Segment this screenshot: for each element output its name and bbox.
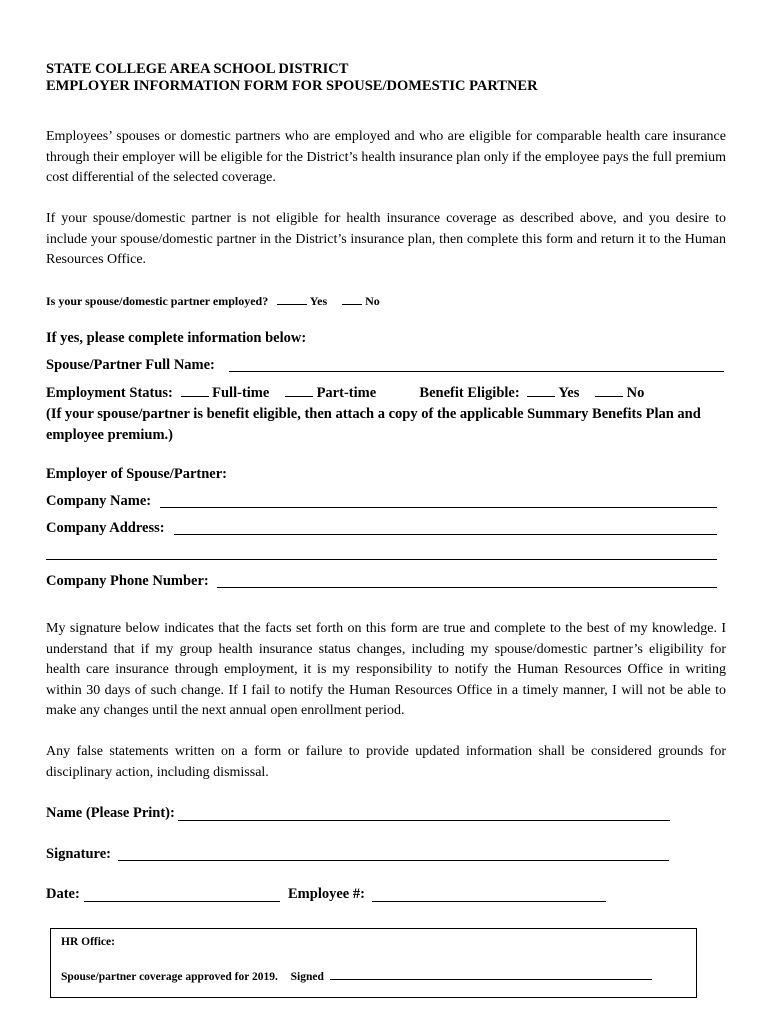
hr-office-box xyxy=(50,928,697,998)
company-phone-label: Company Phone Number: xyxy=(46,573,209,589)
signature-label: Signature: xyxy=(46,846,111,862)
print-name-label: Name (Please Print): xyxy=(46,805,175,821)
employed-question-label: Is your spouse/domestic partner employed? xyxy=(46,294,269,308)
benefit-no-label: No xyxy=(626,385,645,401)
employed-question xyxy=(46,292,380,309)
date-label: Date: xyxy=(46,886,80,902)
benefit-yes-blank[interactable] xyxy=(527,384,555,397)
employment-status-label: Employment Status: xyxy=(46,385,173,401)
benefit-no-blank[interactable] xyxy=(595,384,623,397)
hr-signed-label: Signed xyxy=(290,971,324,983)
date-field[interactable] xyxy=(84,901,280,902)
false-statement-paragraph: Any false statements written on a form or failure to provide updated information shall be considered grounds for disciplinary action, including dismissal. xyxy=(46,744,726,780)
print-name-field[interactable] xyxy=(178,820,670,821)
company-address-field-line-2[interactable] xyxy=(46,559,717,560)
hr-approval-row xyxy=(61,969,652,983)
benefit-eligible-note: (If your spouse/partner is benefit eligible, then attach a copy of the applicable Summary Benefits Plan and employee premium.) xyxy=(46,406,701,443)
hr-office-title: HR Office: xyxy=(61,936,115,948)
employed-yes-blank[interactable] xyxy=(277,292,307,305)
employment-status-row xyxy=(46,384,644,402)
benefit-eligible-label: Benefit Eligible: xyxy=(419,385,520,401)
district-title: STATE COLLEGE AREA SCHOOL DISTRICT xyxy=(46,61,349,77)
form-title: EMPLOYER INFORMATION FORM FOR SPOUSE/DOMESTIC PARTNER xyxy=(46,78,538,94)
certification-paragraph: My signature below indicates that the facts set forth on this form are true and complete to the best of my knowledge. I understand that if my group health insurance status changes, including my spouse/domestic partner’s eligibility for health care insurance through employment, it is my responsibility to notify the Human Resources Office in writing within 30 days of such change. If I fail to notify the Human Resources Office in a timely manner, I will not be able to make any changes until the next annual open enrollment period. xyxy=(46,621,726,718)
hr-approval-text: Spouse/partner coverage approved for 2019. xyxy=(61,971,278,983)
employed-yes-label: Yes xyxy=(309,294,328,308)
employee-number-field[interactable] xyxy=(372,901,606,902)
company-address-label: Company Address: xyxy=(46,520,165,536)
employer-heading: Employer of Spouse/Partner: xyxy=(46,466,227,482)
full-name-field[interactable] xyxy=(229,371,724,372)
partner-info-heading: If yes, please complete information below: xyxy=(46,330,307,346)
full-name-row xyxy=(46,357,215,374)
hr-signed-field[interactable] xyxy=(330,969,652,980)
company-address-field[interactable] xyxy=(174,534,717,535)
intro-paragraph-2: If your spouse/domestic partner is not eligible for health insurance coverage as described above, and you desire to include your spouse/domestic partner in the District’s insurance plan, then complete this form and return it to the Human Resources Office. xyxy=(46,211,726,267)
header xyxy=(46,61,538,95)
part-time-label: Part-time xyxy=(316,385,377,401)
employed-no-label: No xyxy=(365,294,380,308)
employed-no-blank[interactable] xyxy=(342,292,362,305)
company-name-field[interactable] xyxy=(160,507,717,508)
intro-paragraph-1: Employees’ spouses or domestic partners who are employed and who are eligible for comparable health care insurance through their employer will be eligible for the District’s health insurance plan only if the employee pays the full premium cost differential of the selected coverage. xyxy=(46,129,726,185)
signature-field[interactable] xyxy=(118,860,669,861)
full-time-blank[interactable] xyxy=(181,384,209,397)
benefit-yes-label: Yes xyxy=(558,385,580,401)
company-phone-field[interactable] xyxy=(217,587,717,588)
full-name-label: Spouse/Partner Full Name: xyxy=(46,357,215,373)
employee-number-label: Employee #: xyxy=(288,886,365,902)
part-time-blank[interactable] xyxy=(285,384,313,397)
company-name-label: Company Name: xyxy=(46,493,152,509)
full-time-label: Full-time xyxy=(212,385,270,401)
